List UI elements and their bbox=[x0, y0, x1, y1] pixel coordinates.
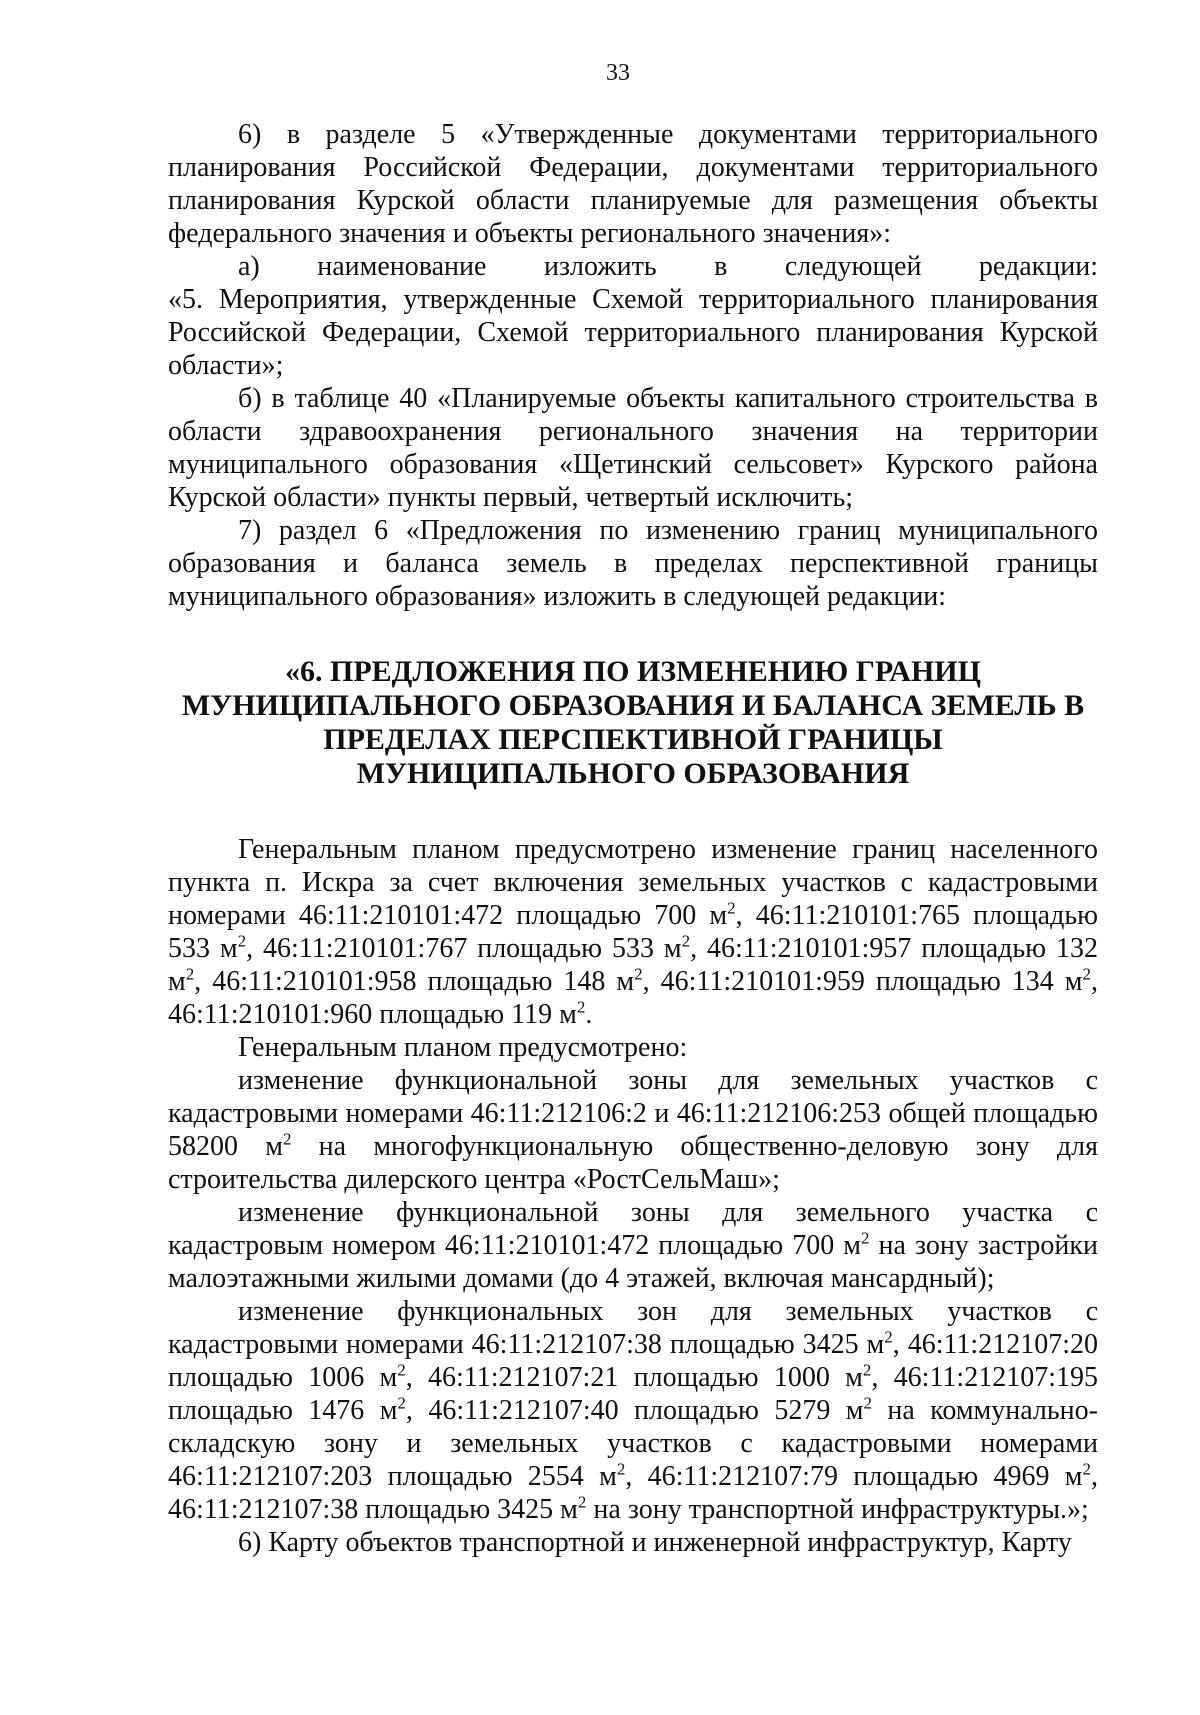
paragraph-item-6-section-5: 6) в разделе 5 «Утвержденные документами территориального планирования Российской Федерации, документами территориального планирования Курской области планируемые для размещения объекты федерального значения и объекты регионального значения»: bbox=[168, 119, 1098, 249]
page-number: 33 bbox=[606, 60, 630, 86]
paragraph-item-7-section-6: 7) раздел 6 «Предложения по изменению границ муниципального образования и баланса земель в пределах перспективной границы муниципального образования» изложить в следующей редакции: bbox=[168, 515, 1098, 612]
paragraph-new-title-5: «5. Мероприятия, утвержденные Схемой территориального планирования Российской Федерации, Схемой территориального планирования Курской области»; bbox=[168, 284, 1098, 381]
paragraph-general-plan-intro: Генеральным планом предусмотрено: bbox=[238, 1032, 688, 1063]
document-body bbox=[168, 118, 1098, 1559]
paragraph-subitem-b-table-40: б) в таблице 40 «Планируемые объекты капитального строительства в области здравоохранения регионального значения на территории муниципального образования «Щетинский сельсовет» Курского района Курской области» пункты первый, четвертый исключить; bbox=[168, 383, 1098, 513]
paragraph-subitem-a: а) наименование изложить в следующей редакции: bbox=[238, 251, 1098, 282]
paragraph-zone-change-residential: изменение функциональной зоны для земельного участка с кадастровым номером 46:11:210101:472 площадью 700 $м^2$ на зону застройки малоэтажными жилыми домами (до 4 этажей, включая мансардный); bbox=[168, 1197, 1099, 1294]
paragraph-item-6-maps: 6) Карту объектов транспортной и инженерной инфраструктур, Карту bbox=[238, 1527, 1072, 1558]
paragraph-boundary-change: Генеральным планом предусмотрено изменение границ населенного пункта п. Искра за счет включения земельных участков с кадастровыми номерами 46:11:210101:472 площадью 700 $м^2$, 46:11:210101:765 площадью 533 $м^2$, 46:11:210101:767 площадью 533 $м^2$, 46:11:210101:957 площадью 132 $м^2$, 46:11:210101:958 площадью 148 $м^2$, 46:11:210101:959 площадью 134 $м^2$, 46:11:210101:960 площадью 119 $м^2$. bbox=[168, 834, 1099, 1030]
paragraph-zone-change-warehouse-transport: изменение функциональных зон для земельных участков с кадастровыми номерами 46:11:212107:38 площадью 3425 $м^2$, 46:11:212107:20 площадью 1006 $м^2$, 46:11:212107:21 площадью 1000 $м^2$, 46:11:212107:195 площадью 1476 $м^2$, 46:11:212107:40 площадью 5279 $м^2$ на коммунально-складскую зону и земельных участков с кадастровыми номерами 46:11:212107:203 площадью 2554 $м^2$, 46:11:212107:79 площадью 4969 $м^2$, 46:11:212107:38 площадью 3425 $м^2$ на зону транспортной инфраструктуры.»; bbox=[168, 1296, 1098, 1525]
paragraph-zone-change-rostselmash: изменение функциональной зоны для земельных участков с кадастровыми номерами 46:11:212106:2 и 46:11:212106:253 общей площадью 58200 $м^2$ на многофункциональную общественно-деловую зону для строительства дилерского центра «РостСельМаш»; bbox=[168, 1065, 1098, 1195]
section-heading: «6. ПРЕДЛОЖЕНИЯ ПО ИЗМЕНЕНИЮ ГРАНИЦ МУНИЦИПАЛЬНОГО ОБРАЗОВАНИЯ И БАЛАНСА ЗЕМЕЛЬ В ПРЕДЕЛАХ ПЕРСПЕКТИВНОЙ ГРАНИЦЫ МУНИЦИПАЛЬНОГО ОБРАЗОВАНИЯ bbox=[181, 655, 1085, 790]
